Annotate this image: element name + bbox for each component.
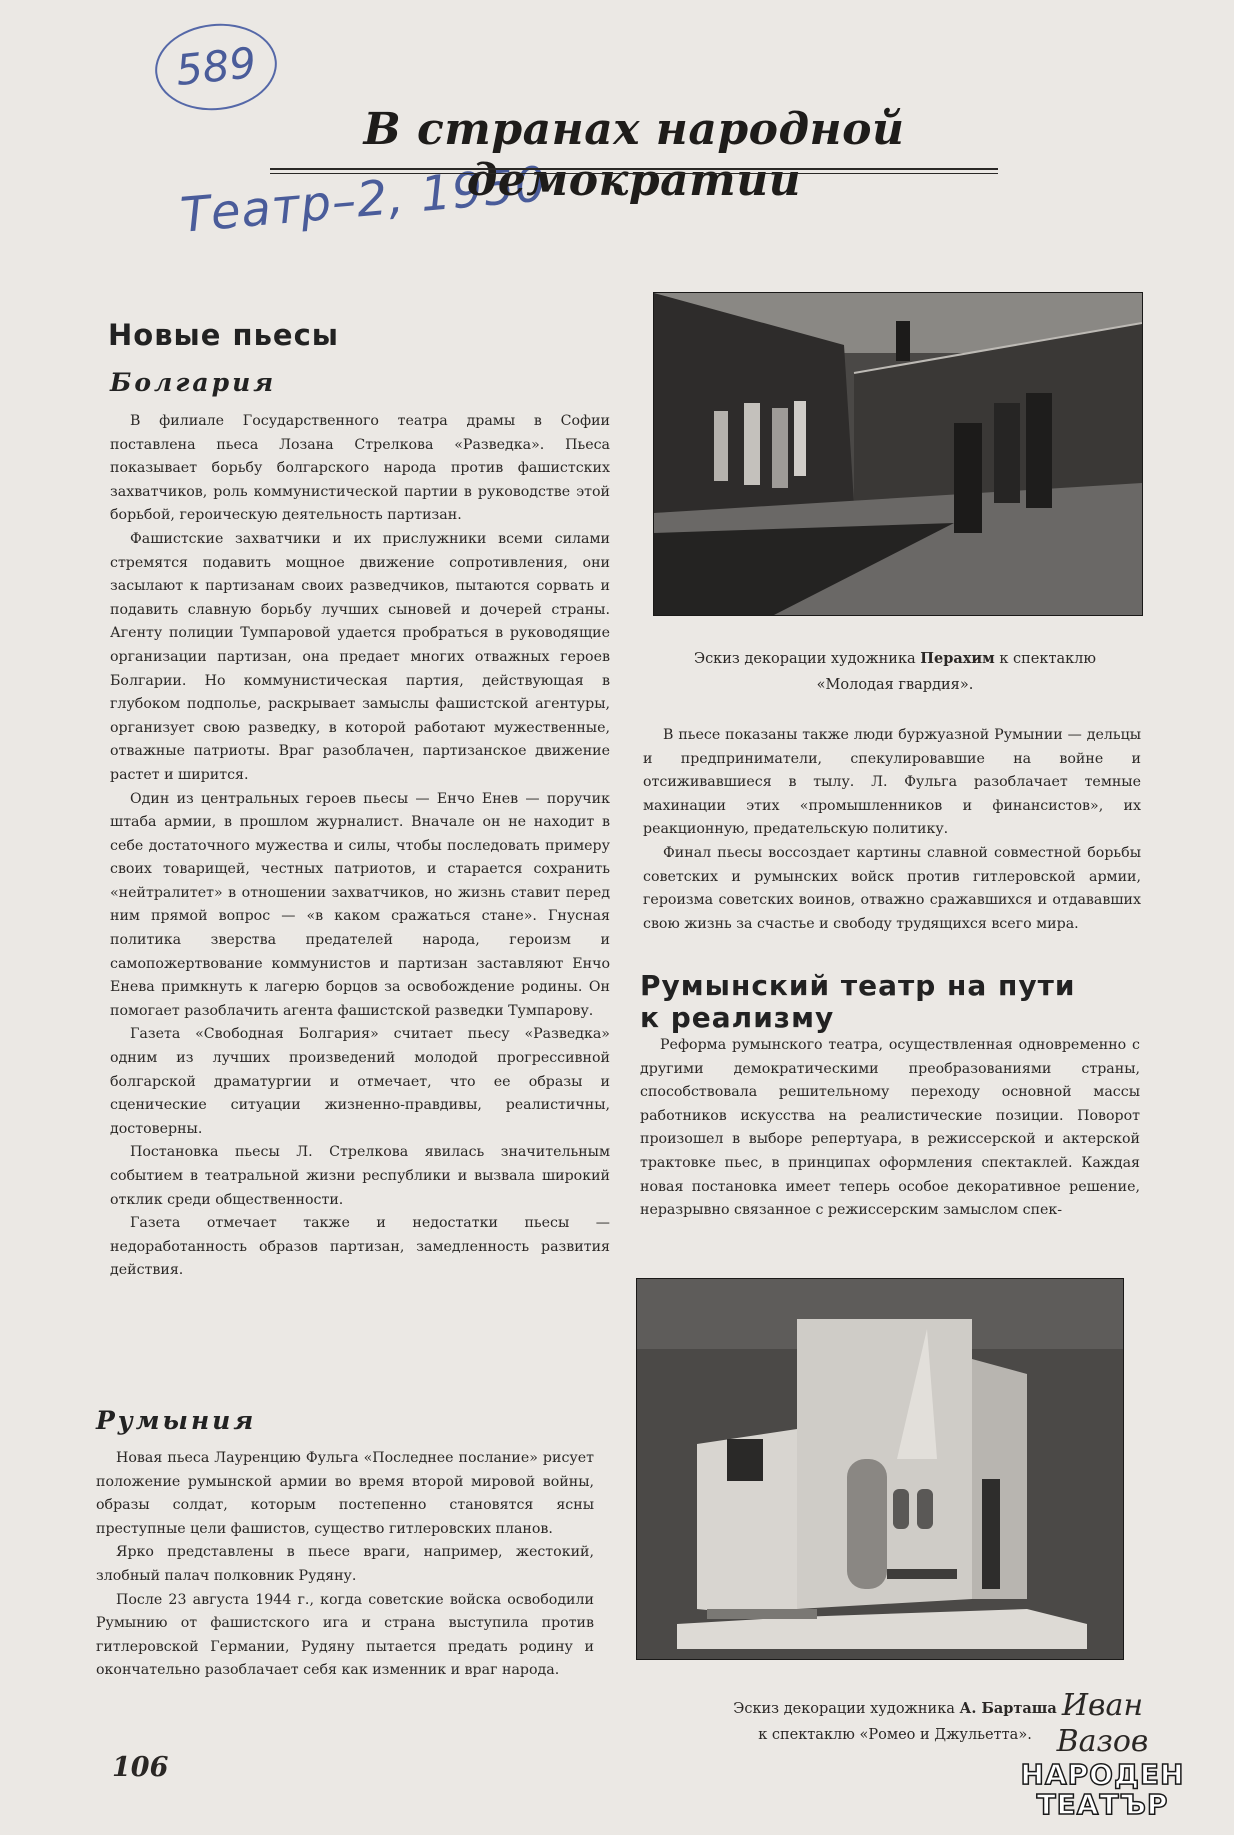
paragraph: Газета «Свободная Болгария» считает пьесу «Разведка» одним из лучших произведений молодой прогрессивной болгарской драматургии и отмечает, что ее образы и сценические ситуации жизненно-правдивы, реалистичны, достоверны. xyxy=(110,1026,610,1137)
logo-signature: Иван Вазов xyxy=(1056,1688,1149,1759)
subtitle-romania: Румыния xyxy=(96,1406,257,1435)
section-title-romanian-theatre xyxy=(640,970,1150,1034)
archive-number: 589 xyxy=(151,18,281,116)
paragraph: В пьесе показаны также люди буржуазной Румынии — дельцы и предприниматели, спекулировавшие на войне и отсиживавшиеся в тылу. Л. Фульга разоблачает темные махинации этих «промышленников и финансистов», их реакционную, предательскую политику. xyxy=(643,727,1141,838)
romania-article xyxy=(96,1447,594,1683)
paragraph: Фашистские захватчики и их прислужники всеми силами стремятся подавить мощное движение сопротивления, они засылают к партизанам своих разведчиков, пытаются сорвать и подавить славную борьбу лучших сыновей и дочерей страны. Агенту полиции Тумпаровой удается пробраться в руководящие организации партизан, она предает многих отважных героев Болгарии. Но коммунистическая партия, действующая в глубоком подполье, раскрывает замыслы фашистской агентуры, организует свою разведку, в которой работают мужественные, отважные патриоты. Враг разоблачен, партизанское движение растет и ширится. xyxy=(110,530,610,783)
paragraph: Реформа румынского театра, осуществленная одновременно с другими демократическими преобразованиями страны, способствовала решительному переходу основной массы работников искусства на реалистические позиции. Поворот произошел в выборе репертуара, в режиссерской и актерской трактовке пьес, в принципах оформления спектаклей. Каждая новая постановка имеет теперь особое декоративное решение, неразрывно связанное с режиссерским замыслом спек- xyxy=(640,1037,1140,1219)
page-number: 106 xyxy=(112,1752,169,1783)
title-line: Румынский театр на пути xyxy=(640,969,1076,1002)
subtitle-bulgaria: Болгария xyxy=(110,368,277,397)
caption-text: к спектаклю «Ромео и Джульетта». xyxy=(758,1727,1032,1743)
paragraph: Газета отмечает также и недостатки пьесы — недоработанность образов партизан, замедленность развития действия. xyxy=(110,1215,610,1279)
bulgaria-article xyxy=(110,410,610,1283)
paragraph: В филиале Государственного театра драмы в Софии поставлена пьеса Лозана Стрелкова «Разведка». Пьеса показывает борьбу болгарского народа против фашистских захватчиков, роль коммунистической партии в руководстве этой борьбой, героическую деятельность партизан. xyxy=(110,413,610,524)
national-theatre-logo xyxy=(1015,1688,1190,1821)
paragraph: Финал пьесы воссоздает картины славной совместной борьбы советских и румынских войск против гитлеровской армии, героизма советских воинов, отважно сражавшихся и отдававших свою жизнь за счастье и свободу трудящихся всего мира. xyxy=(643,844,1141,932)
paragraph: Новая пьеса Лауренцию Фульга «Последнее послание» рисует положение румынской армии во время второй мировой войны, образы солдат, которым постепенно становятся ясны преступные цели фашистов, существо гитлеровских планов. xyxy=(96,1450,594,1537)
paragraph: Постановка пьесы Л. Стрелкова явилась значительным событием в театральной жизни республики и вызвала широкий отклик среди общественности. xyxy=(110,1144,610,1208)
caption-text: к спектаклю «Молодая гвардия». xyxy=(816,651,1097,693)
title-line: к реализму xyxy=(640,1001,835,1034)
caption-photo-1 xyxy=(660,646,1130,698)
stage-sketch-romeo-juliet xyxy=(636,1278,1124,1660)
header-rule-top xyxy=(270,168,998,170)
caption-artist: А. Барташа xyxy=(959,1700,1057,1717)
page-header-title: В странах народной демократии xyxy=(363,104,905,206)
stage-sketch-young-guard xyxy=(653,292,1143,616)
header-rule-bottom xyxy=(270,173,998,174)
caption-artist: Перахим xyxy=(920,650,995,667)
caption-text: Эскиз декорации художника xyxy=(693,651,921,667)
section-title-new-plays: Новые пьесы xyxy=(108,318,339,352)
romanian-theatre-article xyxy=(640,1034,1140,1223)
romania-article-continued xyxy=(643,724,1141,936)
caption-text: Эскиз декорации художника xyxy=(733,1701,960,1717)
paragraph: Один из центральных героев пьесы — Енчо Енев — поручик штаба армии, в прошлом журналист. Вначале он не находит в себе достаточного мужества и силы, чтобы последовать примеру своих товарищей, честных патриотов, и старается сохранить «нейтралитет» в отношении захватчиков, но жизнь ставит перед ним прямой вопрос — «в каком сражаться стане». Гнусная политика зверства предателей народа, героизм и самопожертвование коммунистов и партизан заставляют Енчо Енева примкнуть к лагерю борцов за освобождение родины. Он помогает разоблачить агента фашистской разведки Тумпарову. xyxy=(110,790,610,1019)
paragraph: После 23 августа 1944 г., когда советские войска освободили Румынию от фашистского ига и страна выступила против гитлеровской Германии, Рудяну пытается предать родину и окончательно разоблачает себя как изменник и враг народа. xyxy=(96,1591,594,1679)
logo-line-2: ТЕАТЪР xyxy=(1036,1788,1169,1821)
journal-reference: Театр–2, 1950 xyxy=(178,156,549,244)
logo-line-1: НАРОДЕН xyxy=(1020,1758,1185,1791)
paragraph: Ярко представлены в пьесе враги, например, жестокий, злобный палач полковник Рудяну. xyxy=(96,1544,594,1584)
